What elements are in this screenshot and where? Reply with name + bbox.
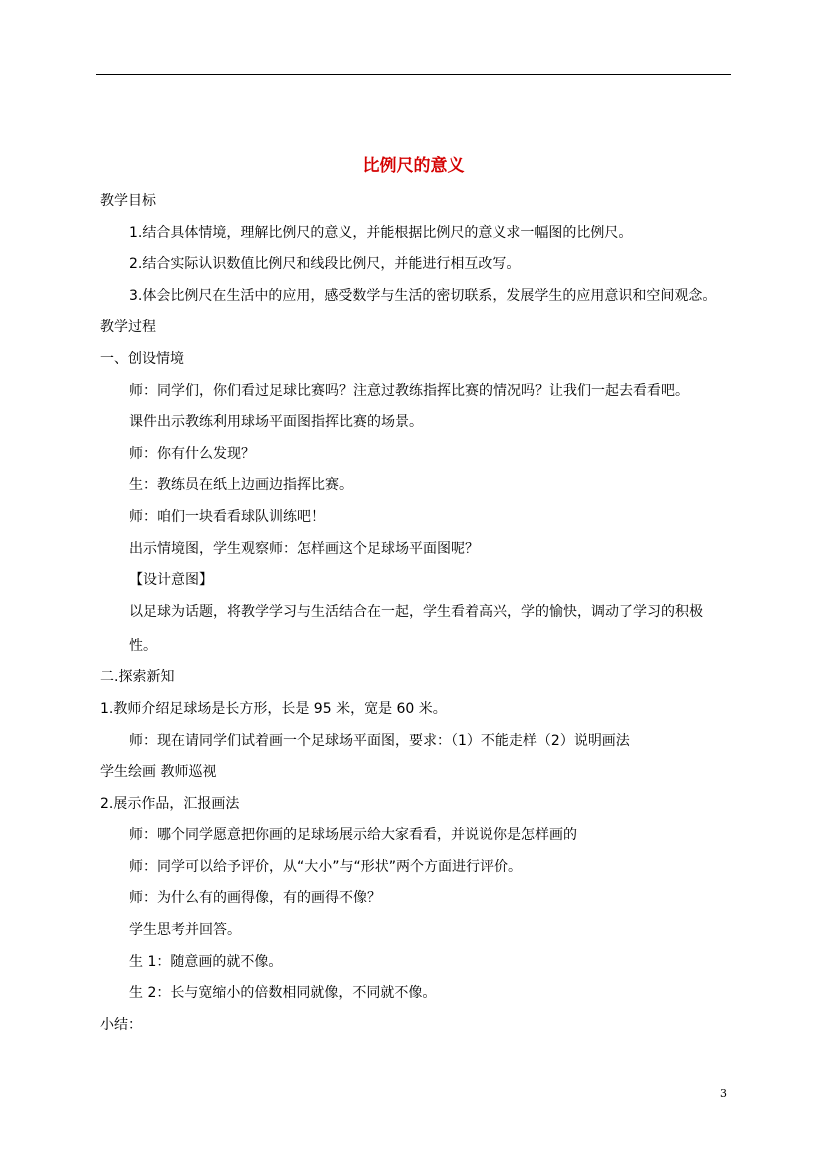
page-number: 3 [720,1087,727,1100]
paragraph-line: 生：教练员在纸上边画边指挥比赛。 [129,477,353,494]
document-body [100,191,730,1046]
paragraph-line: 【设计意图】 [129,572,213,589]
header-rule [96,74,731,75]
paragraph-line: 2.展示作品，汇报画法 [100,795,240,812]
paragraph-line: 3.体会比例尺在生活中的应用，感受数学与生活的密切联系，发展学生的应用意识和空间观念。 [129,287,717,304]
paragraph-line: 生 1：随意画的就不像。 [129,953,283,970]
paragraph-line: 1.教师介绍足球场是长方形，长是 95 米，宽是 60 米。 [100,700,447,717]
paragraph-line: 生 2：长与宽缩小的倍数相同就像，不同就不像。 [129,985,437,1002]
paragraph-line: 教学过程 [100,319,156,336]
paragraph-line: 一、创设情境 [100,350,184,367]
paragraph-line: 教学目标 [100,193,156,209]
paragraph-line: 学生绘画 教师巡视 [100,764,217,781]
paragraph-line: 师：哪个同学愿意把你画的足球场展示给大家看看，并说说你是怎样画的 [129,827,577,844]
paragraph-line: 小结： [100,1016,142,1033]
paragraph-line: 师：同学可以给予评价，从“大小”与“形状”两个方面进行评价。 [129,858,523,875]
paragraph-line: 以足球为话题，将教学学习与生活结合在一起，学生看着高兴，学的愉快，调动了学习的积极性。 [129,603,703,654]
paragraph-line: 师：咱们一块看看球队训练吧！ [129,508,325,525]
paragraph-line: 师：现在请同学们试着画一个足球场平面图，要求：（1）不能走样（2）说明画法 [129,732,630,749]
paragraph-line: 学生思考并回答。 [129,922,241,939]
paragraph-line: 师：为什么有的画得像，有的画得不像？ [129,890,381,907]
paragraph-line: 二.探索新知 [100,669,175,686]
paragraph-line: 1.结合具体情境，理解比例尺的意义，并能根据比例尺的意义求一幅图的比例尺。 [129,224,633,241]
paragraph-line: 课件出示教练利用球场平面图指挥比赛的场景。 [129,414,423,431]
paragraph-line: 出示情境图，学生观察师：怎样画这个足球场平面图呢？ [129,540,479,557]
paragraph-line: 2.结合实际认识数值比例尺和线段比例尺，并能进行相互改写。 [129,256,521,273]
paragraph-line: 师：同学们，你们看过足球比赛吗？注意过教练指挥比赛的情况吗？让我们一起去看看吧。 [129,382,689,399]
paragraph-line: 师：你有什么发现？ [129,445,255,462]
document-title: 比例尺的意义 [362,156,465,176]
